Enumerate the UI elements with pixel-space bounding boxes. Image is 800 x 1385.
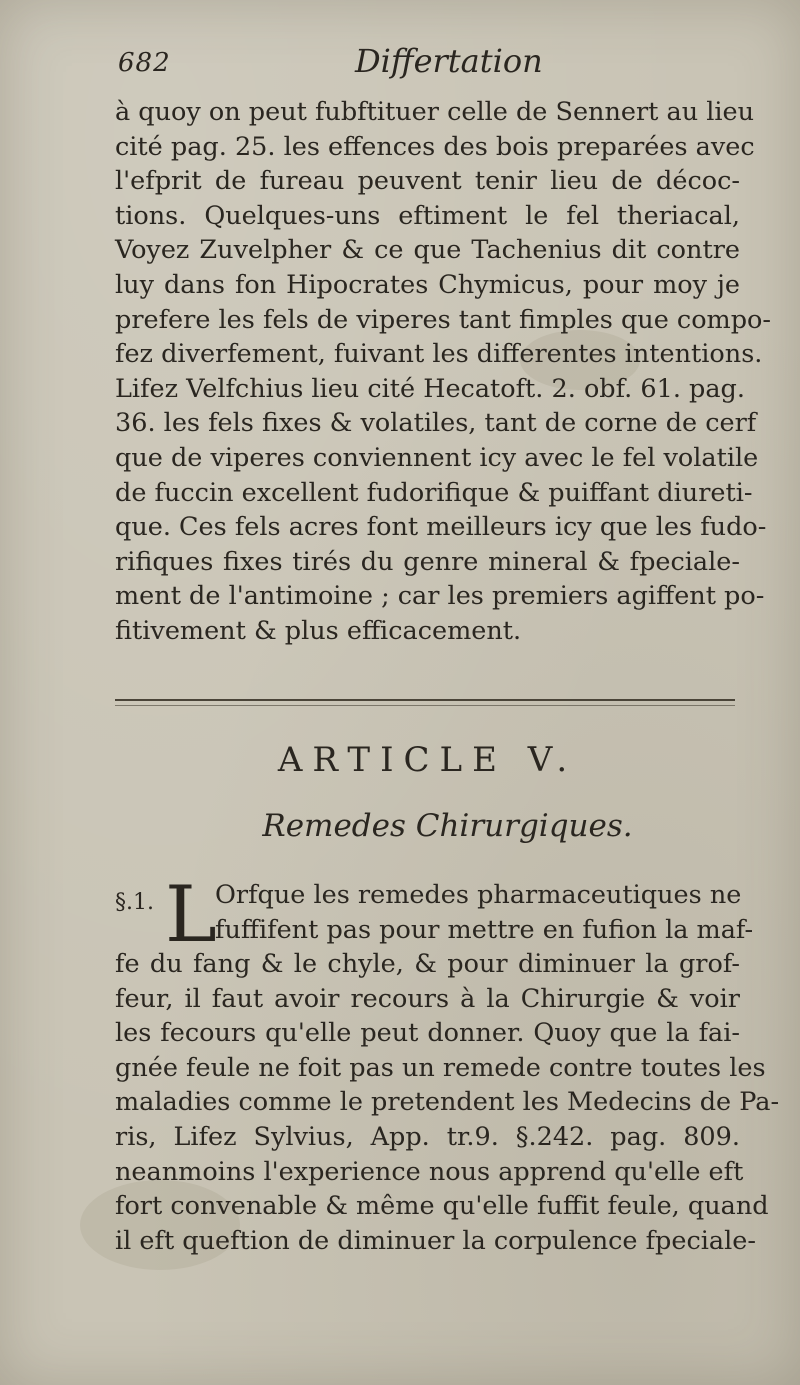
- drop-cap: L: [165, 870, 217, 960]
- text-line: cité pag. 25. les effences des bois preparées avec: [115, 131, 755, 162]
- text-line: Orfque les remedes pharmaceutiques ne: [215, 880, 742, 910]
- text-line: neanmoins l'experience nous apprend qu'elle eft: [115, 1156, 744, 1187]
- text-line: fe du fang & le chyle, & pour diminuer la grof-: [115, 949, 740, 979]
- text-line: Voyez Zuvelpher & ce que Tachenius dit contre: [115, 235, 740, 266]
- section-divider: [115, 697, 735, 711]
- text-line: 36. les fels fixes & volatiles, tant de corne de cerf: [115, 408, 757, 439]
- text-line: fuffifent pas pour mettre en fufion la maf-: [215, 914, 754, 945]
- text-line: que. Ces fels acres font meilleurs icy que les fudo-: [115, 512, 767, 543]
- article-subheading: Remedes Chirurgiques.: [262, 808, 633, 844]
- paragraph-continued: [115, 95, 772, 649]
- text-line: maladies comme le pretendent les Medecins de Pa-: [115, 1087, 780, 1118]
- opening-lines: [215, 878, 754, 947]
- divider-rule: [115, 705, 735, 706]
- running-title: Differtation: [355, 42, 543, 80]
- text-line: tions. Quelques-uns eftiment le fel theriacal,: [115, 200, 740, 231]
- section-marker: §.1.: [115, 890, 154, 915]
- text-line: à quoy on peut fubftituer celle de Sennert au lieu: [115, 97, 755, 127]
- text-line: les fecours qu'elle peut donner. Quoy que la fai-: [115, 1018, 740, 1049]
- text-line: feur, il faut avoir recours à la Chirurgie & voir: [115, 983, 740, 1014]
- page-number: 682: [118, 48, 171, 78]
- section-body: [115, 947, 780, 1258]
- section-opening: [115, 870, 754, 960]
- text-line: fitivement & plus efficacement.: [115, 615, 522, 646]
- section-paragraph: [115, 870, 780, 1258]
- text-line: gnée feule ne foit pas un remede contre toutes les: [115, 1052, 766, 1083]
- text-line: luy dans fon Hipocrates Chymicus, pour moy je: [115, 269, 740, 300]
- article-heading: ARTICLE V.: [277, 740, 578, 780]
- text-line: fort convenable & même qu'elle fuffit feule, quand: [115, 1191, 769, 1222]
- text-line: ment de l'antimoine ; car les premiers agiffent po-: [115, 581, 765, 612]
- text-line: Lifez Velfchius lieu cité Hecatoft. 2. obf. 61. pag.: [115, 373, 745, 404]
- text-line: rifiques fixes tirés du genre mineral & fpeciale-: [115, 546, 740, 577]
- text-line: fez diverfement, fuivant les differentes intentions.: [115, 339, 763, 370]
- text-line: ris, Lifez Sylvius, App. tr.9. §.242. pag. 809.: [115, 1121, 740, 1152]
- divider-rule: [115, 699, 735, 701]
- text-line: que de viperes conviennent icy avec le fel volatile: [115, 442, 759, 473]
- text-line: de fuccin excellent fudorifique & puiffant diureti-: [115, 477, 753, 508]
- text-line: il eft queftion de diminuer la corpulence fpeciale-: [115, 1225, 756, 1256]
- text-line: prefere les fels de viperes tant fimples que compo-: [115, 304, 772, 335]
- page-header: [115, 42, 740, 90]
- text-line: l'efprit de fureau peuvent tenir lieu de décoc-: [115, 166, 740, 197]
